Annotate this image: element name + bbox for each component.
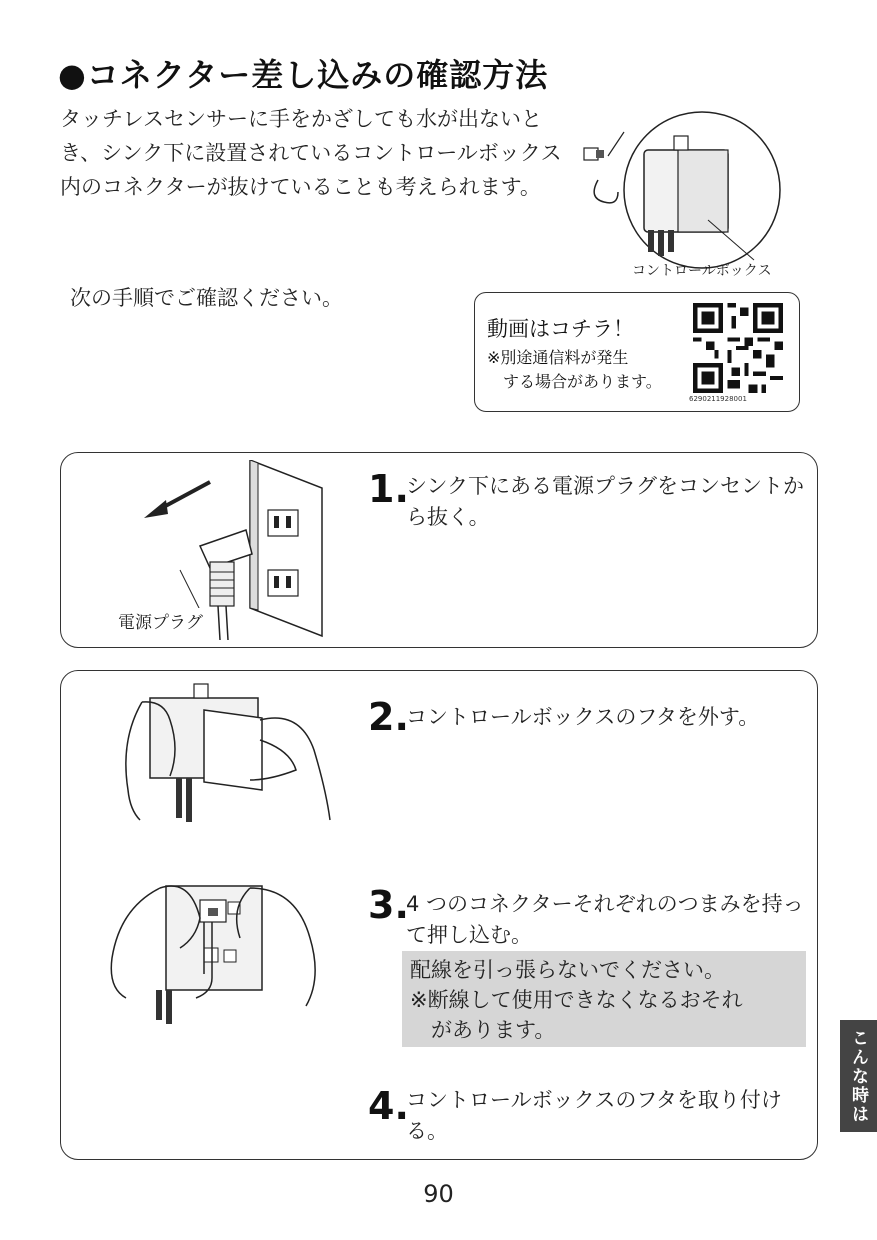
side-index-tab[interactable]: こんな時は: [840, 1020, 877, 1132]
step-3-number: 3.: [368, 883, 409, 927]
video-note-line1: ※別途通信料が発生: [487, 348, 629, 367]
warning-line-2: ※断線して使用できなくなるおそれ: [410, 988, 743, 1012]
video-note-line2: する場合があります。: [503, 372, 662, 391]
video-info-box: [474, 292, 800, 412]
step-2-number: 2.: [368, 695, 409, 739]
remove-lid-illustration: [100, 680, 340, 830]
step-1-text: シンク下にある電源プラグをコンセントから抜く。: [406, 474, 805, 529]
intro-paragraph: タッチレスセンサーに手をかざしても水が出ないとき、シンク下に設置されているコントロールボックス内のコネクターが抜けていることも考えられます。: [60, 107, 562, 199]
qr-code-number: 6290211928001: [689, 395, 747, 403]
step-4-number: 4.: [368, 1084, 409, 1128]
page-number: 90: [423, 1180, 454, 1208]
power-plug-label: 電源プラグ: [118, 608, 203, 633]
page-title: ●コネクター差し込みの確認方法: [58, 56, 549, 94]
step-4-text: コントロールボックスのフタを取り付ける。: [406, 1088, 782, 1143]
step-2-text: コントロールボックスのフタを外す。: [406, 705, 760, 729]
follow-instruction: 次の手順でご確認ください。: [70, 286, 343, 310]
control-box-caption: コントロールボックス: [632, 263, 772, 279]
warning-line-1: 配線を引っ張らないでください。: [410, 958, 725, 982]
qr-code-icon[interactable]: [689, 303, 787, 393]
video-title: 動画はコチラ！: [487, 317, 634, 341]
warning-line-3: があります。: [431, 1018, 556, 1042]
step-3-warning: [402, 951, 806, 1047]
step-1-number: 1.: [368, 467, 409, 511]
step-3-text: 4 つのコネクターそれぞれのつまみを持って押し込む。: [406, 892, 804, 947]
push-connectors-illustration: [100, 878, 340, 1028]
